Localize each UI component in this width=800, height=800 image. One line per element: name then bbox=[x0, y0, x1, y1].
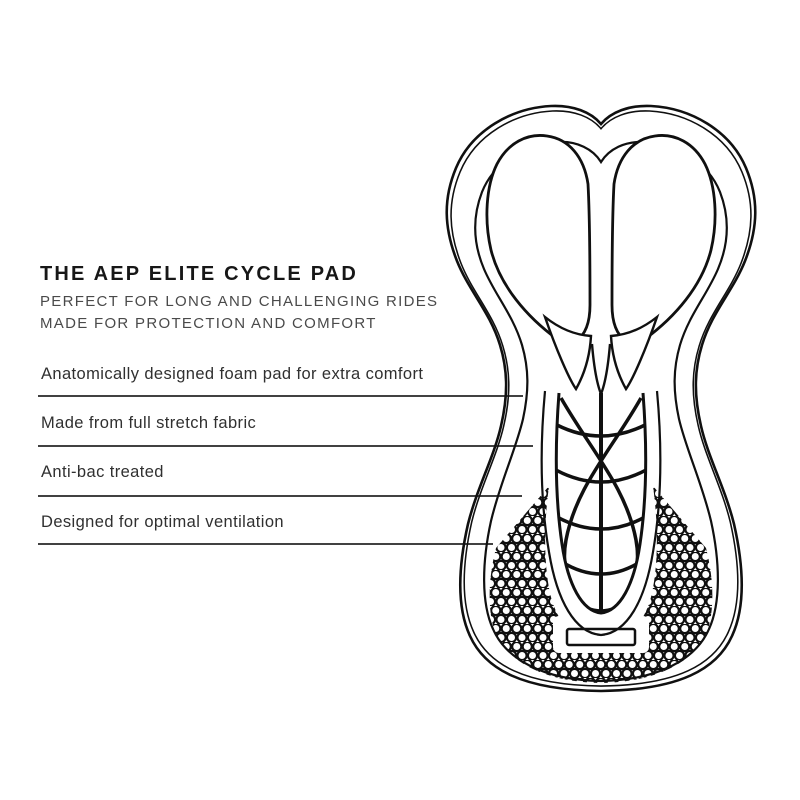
feature-label-foam-pad: Anatomically designed foam pad for extra comfort bbox=[41, 365, 424, 383]
subtitle-line-1: PERFECT FOR LONG AND CHALLENGING RIDES bbox=[40, 293, 439, 310]
pad-foam-lobe-right bbox=[612, 135, 715, 343]
subtitle-line-2: MADE FOR PROTECTION AND COMFORT bbox=[40, 314, 377, 332]
feature-label-anti-bac: Anti-bac treated bbox=[41, 463, 164, 481]
feature-label-stretch-fabric: Made from full stretch fabric bbox=[41, 414, 257, 432]
pad-center-funnel-seam bbox=[592, 344, 610, 394]
pad-foam-lobe-left bbox=[487, 135, 590, 343]
feature-label-ventilation: Designed for optimal ventilation bbox=[41, 513, 285, 531]
page-title: THE AEP ELITE CYCLE PAD bbox=[40, 263, 359, 285]
